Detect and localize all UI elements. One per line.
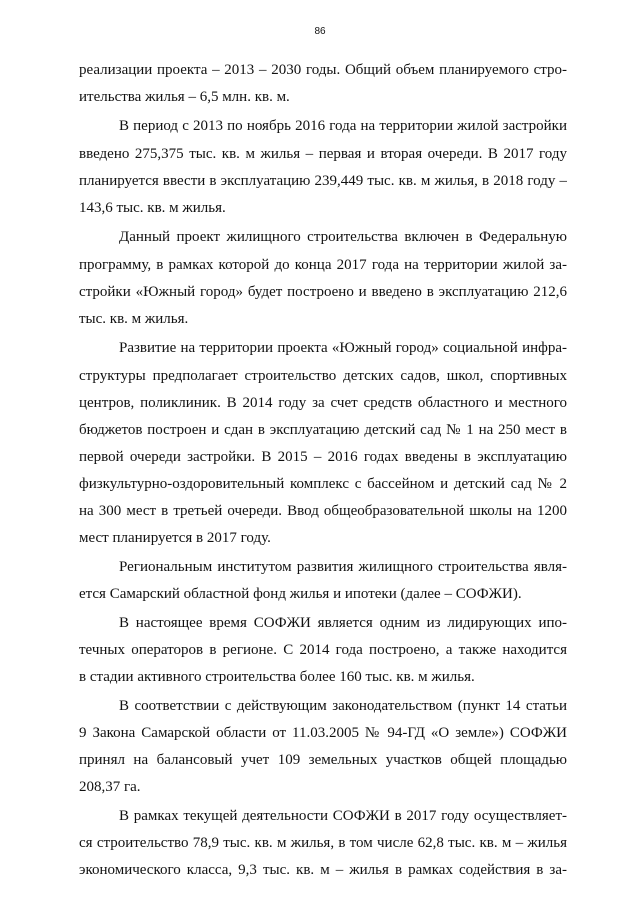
text-line: Данный проект жилищного строительства включен в Федеральную (119, 229, 567, 245)
text-line: 9 Закона Самарской области от 11.03.2005 № 94-ГД «О земле») СОФЖИ (79, 725, 567, 741)
text-line: ительства жилья – 6,5 млн. кв. м. (79, 89, 290, 105)
text-line: планируется ввести в эксплуатацию 239,449 тыс. кв. м жилья, в 2018 году – (79, 173, 567, 189)
text-line: В рамках текущей деятельности СОФЖИ в 2017 году осуществляет- (119, 808, 567, 824)
text-line: тыс. кв. м жилья. (79, 311, 189, 327)
text-line: первой очереди застройки. В 2015 – 2016 годах введены в эксплуатацию (79, 449, 567, 465)
text-line: течных операторов в регионе. С 2014 года построено, а также находится (79, 642, 567, 658)
text-line: В соответствии с действующим законодательством (пункт 14 статьи (119, 698, 567, 714)
text-line: бюджетов построен и сдан в эксплуатацию детский сад № 1 на 250 мест в (79, 422, 567, 438)
page-number: 86 (314, 26, 326, 37)
text-line: мест планируется в 2017 году. (79, 530, 271, 546)
text-line: В настоящее время СОФЖИ является одним из лидирующих ипо- (119, 615, 567, 631)
text-line: физкультурно-оздоровительный комплекс с бассейном и детский сад № 2 (79, 476, 567, 492)
text-line: стройки «Южный город» будет построено и введено в эксплуатацию 212,6 (79, 284, 567, 300)
text-line: введено 275,375 тыс. кв. м жилья – первая и вторая очереди. В 2017 году (79, 146, 567, 162)
text-line: принял на балансовый учет 109 земельных участков общей площадью (79, 752, 567, 768)
text-line: ется Самарский областной фонд жилья и ипотеки (далее – СОФЖИ). (79, 586, 522, 602)
text-line: центров, поликлиник. В 2014 году за счет средств областного и местного (79, 395, 567, 411)
text-line: реализации проекта – 2013 – 2030 годы. Общий объем планируемого стро- (79, 62, 567, 78)
text-line: Региональным институтом развития жилищного строительства явля- (119, 559, 567, 575)
text-line: программу, в рамках которой до конца 2017 года на территории жилой за- (79, 257, 567, 273)
text-line: В период с 2013 по ноябрь 2016 года на территории жилой застройки (119, 118, 567, 134)
text-line: на 300 мест в третьей очереди. Ввод общеобразовательной школы на 1200 (79, 503, 567, 519)
text-line: 143,6 тыс. кв. м жилья. (79, 200, 226, 216)
text-line: ся строительство 78,9 тыс. кв. м жилья, в том числе 62,8 тыс. кв. м – жилья (79, 835, 567, 851)
text-line: экономического класса, 9,3 тыс. кв. м – жилья в рамках содействия в за- (79, 862, 567, 878)
text-line: в стадии активного строительства более 160 тыс. кв. м жилья. (79, 669, 475, 685)
text-line: структуры предполагает строительство детских садов, школ, спортивных (79, 368, 567, 384)
text-line: 208,37 га. (79, 779, 141, 795)
text-line: Развитие на территории проекта «Южный город» социальной инфра- (119, 340, 567, 356)
